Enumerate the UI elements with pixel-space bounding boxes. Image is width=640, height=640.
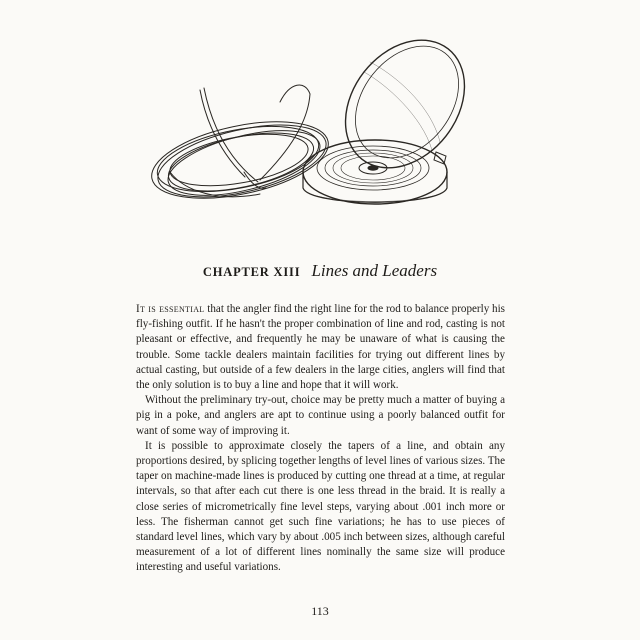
paragraph <box>136 302 505 393</box>
chapter-heading <box>0 261 640 281</box>
paragraph-text: that the angler find the right line for the rod to balance properly his fly-fishing outfit. If he hasn't the proper combination of line and rod, casting is not pleasant or effective, and frequently he may be unaware of what is causing the trouble. Some tackle dealers maintain facilities for trying out different lines by actual casting, but outside of a few dealers in the large cities, anglers will find that the only solution is to buy a line and hope that it will work. <box>136 303 506 392</box>
chapter-number: CHAPTER XIII <box>202 265 301 279</box>
line-case-icon <box>303 32 470 204</box>
paragraph: Without the preliminary try-out, choice may be pretty much a matter of buying a pig in a poke, and anglers are apt to continue using a poorly balanced outfit for want of some way of improving it. <box>136 394 505 437</box>
page-number: 113 <box>311 604 329 618</box>
paragraph: It is possible to approximate closely the tapers of a line, and obtain any proportions desired, by splicing together lengths of level lines of various sizes. The taper on machine-made lines is produced by cutting one thread at a time, at regular intervals, so that after each cut there is one less thread in the braid. It is really a close series of micrometrically fine level steps, varying about .001 inch more or less. The fisherman cannot get such fine variations; he has to use pieces of standard level lines, which vary by about .005 inch between sizes, although careful measurement of a lot of different lines nominally the same size will produce interesting and useful variations. <box>136 439 505 574</box>
chapter-title: Lines and Leaders <box>311 261 438 280</box>
line-coil-and-case-illustration <box>140 32 470 222</box>
paragraph-lead-in: It is essential <box>136 303 205 315</box>
chapter-body <box>136 302 505 576</box>
coiled-line-icon <box>145 85 335 212</box>
